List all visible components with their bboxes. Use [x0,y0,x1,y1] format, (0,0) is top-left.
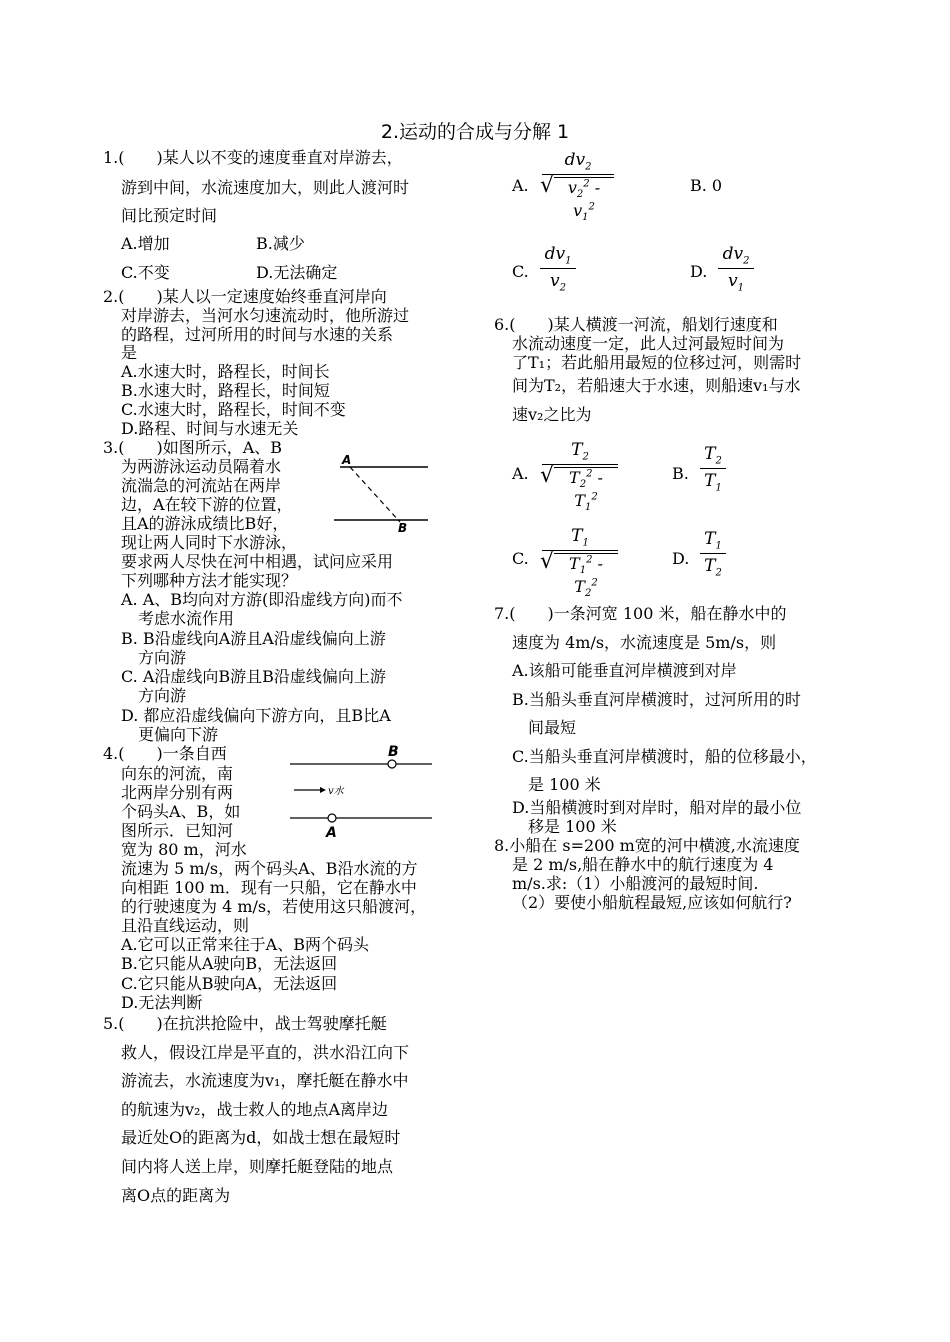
q7-option-d: D.当船横渡时到对岸时，船对岸的最小位 [512,798,802,817]
q2-option-d: D.路程、时间与水速无关 [121,419,299,438]
q3-option-b: B. B沿虚线向A游且A沿虚线偏向上游 [121,629,386,648]
q5-option-a-formula: $dv_2$ √ $v_2^2 - v_1^2$ [542,150,614,223]
q3-option-d: D. 都应沿虚线偏向下游方向，且B比A [121,706,391,725]
q2-line: 的路程，过河所用的时间与水速的关系 [121,325,394,344]
q5-option-b: B. 0 [690,176,723,195]
q8-line: 是 2 m/s,船在静水中的航行速度为 4 [512,855,774,874]
q6-option-c: C. [512,549,529,568]
q1-option-a: A.增加 [121,234,170,253]
q7-option-a: A.该船可能垂直河岸横渡到对岸 [512,661,737,680]
q5-line: 离O点的距离为 [121,1186,231,1205]
q2-line: 是 [121,343,138,362]
q3-line: 为两游泳运动员隔着水 [121,457,282,476]
q4-line: 4.( )一条自西 [103,744,227,763]
q2-option-b: B.水速大时，路程长，时间短 [121,381,330,400]
q5-option-a: A. [512,176,529,195]
q4-line: 向东的河流，南 [121,764,234,783]
q4-line: 流速为 5 m/s，两个码头A、B沿水流的方 [121,859,418,878]
q3-river-figure [330,448,440,538]
q4-label-a: A [326,825,337,841]
q4-line: 向相距 100 m．现有一只船，它在静水中 [121,878,417,897]
q3-line: 现让两人同时下水游泳， [121,533,298,552]
q2-option-c: C.水速大时，路程长，时间不变 [121,400,346,419]
q3-line: 流湍急的河流站在两岸 [121,476,282,495]
q3-line: 要求两人尽快在河中相遇，试问应采用 [121,552,394,571]
q6-line: 间为T₂，若船速大于水速，则船速v₁与水 [512,376,801,395]
q5-line: 5.( )在抗洪抢险中，战士驾驶摩托艇 [103,1014,387,1033]
q5-line: 的航速为v₂，战士救人的地点A离岸边 [121,1100,389,1119]
q5-line: 游流去，水流速度为v₁，摩托艇在静水中 [121,1071,409,1090]
q3-label-b: B [398,521,408,535]
q8-line: 8.小船在 s=200 m宽的河中横渡,水流速度 [494,836,800,855]
q3-line: 下列哪种方法才能实现？ [121,571,298,590]
q4-option-d: D.无法判断 [121,993,203,1012]
q8-line: （2）要使小船航程最短,应该如何航行? [512,893,792,912]
q3-option-b-cont: 方向游 [138,648,187,667]
q3-label-a: A [342,453,352,467]
q1-line: 间比预定时间 [121,206,218,225]
q5-line: 最近处O的距离为d，如战士想在最短时 [121,1128,401,1147]
q4-line: 宽为 80 m，河水 [121,840,247,859]
q5-option-c-formula: $dv_1$ $v_2$ [540,244,576,294]
q4-line: 个码头A、B，如 [121,802,241,821]
q7-option-c-cont: 是 100 米 [528,775,601,794]
q3-line: 且A的游泳成绩比B好， [121,514,289,533]
q4-line: 图所示．已知河 [121,821,234,840]
q6-option-d-formula: $T_1$ $T_2$ [700,529,726,579]
q1-line: 1.( )某人以不变的速度垂直对岸游去， [103,148,403,167]
q3-option-a-cont: 考虑水流作用 [138,609,235,628]
q6-line: 6.( )某人横渡一河流，船划行速度和 [494,315,778,334]
q7-option-b-cont: 间最短 [528,718,577,737]
q5-option-d: D. [690,262,708,281]
q3-option-d-cont: 更偏向下游 [138,725,219,744]
q7-line: 7.( )一条河宽 100 米，船在静水中的 [494,604,787,623]
q4-line: 的行驶速度为 4 m/s，若使用这只船渡河， [121,897,427,916]
q1-option-b: B.减少 [256,234,305,253]
q5-option-c: C. [512,262,529,281]
q6-option-a: A. [512,464,529,483]
q4-option-c: C.它只能从B驶向A，无法返回 [121,974,338,993]
q6-option-c-formula: $T_1$ √ $T_1^2 - T_2^2$ [542,526,618,599]
q5-line: 救人，假设江岸是平直的，洪水沿江向下 [121,1043,410,1062]
q8-line: m/s.求:（1）小船渡河的最短时间. [512,874,759,893]
q1-option-d: D.无法确定 [256,263,338,282]
q4-option-a: A.它可以正常来往于A、B两个码头 [121,935,369,954]
q1-line: 游到中间，水流速度加大，则此人渡河时 [121,178,410,197]
q6-option-d: D. [672,549,690,568]
q5-line: 间内将人送上岸，则摩托艇登陆的地点 [121,1157,394,1176]
q6-option-b: B. [672,464,689,483]
q6-line: 了T₁；若此船用最短的位移过河，则需时 [512,353,802,372]
q4-line: 且沿直线运动，则 [121,916,250,935]
q2-line: 2.( )某人以一定速度始终垂直河岸向 [103,287,387,306]
q7-line: 速度为 4m/s，水流速度是 5m/s，则 [512,633,777,652]
q4-flow-label: v水 [328,786,344,797]
q3-option-a: A. A、B均向对方游(即沿虚线方向)而不 [121,590,403,609]
q4-line: 北两岸分别有两 [121,783,234,802]
q3-option-c: C. A沿虚线向B游且B沿虚线偏向上游 [121,667,386,686]
q4-label-b: B [388,744,399,760]
q4-option-b: B.它只能从A驶向B，无法返回 [121,954,338,973]
q3-option-c-cont: 方向游 [138,686,187,705]
q6-line: 水流动速度一定，此人过河最短时间为 [512,334,785,353]
q1-option-c: C.不变 [121,263,170,282]
q6-option-a-formula: $T_2$ √ $T_2^2 - T_1^2$ [542,440,618,513]
q2-line: 对岸游去，当河水匀速流动时，他所游过 [121,306,410,325]
q2-option-a: A.水速大时，路程长，时间长 [121,362,330,381]
q6-line: 速v₂之比为 [512,405,592,424]
q7-option-d-cont: 移是 100 米 [528,817,617,836]
q4-river-figure [286,742,436,842]
q6-option-b-formula: $T_2$ $T_1$ [700,444,726,494]
q3-line: 3.( )如图所示，A、B [103,438,283,457]
q7-option-c: C.当船头垂直河岸横渡时，船的位移最小， [512,747,817,766]
q3-line: 边，A在较下游的位置， [121,495,293,514]
page-title: 2.运动的合成与分解 1 [380,121,570,143]
q7-option-b: B.当船头垂直河岸横渡时，过河所用的时 [512,690,801,709]
q5-option-d-formula: $dv_2$ $v_1$ [718,244,754,294]
